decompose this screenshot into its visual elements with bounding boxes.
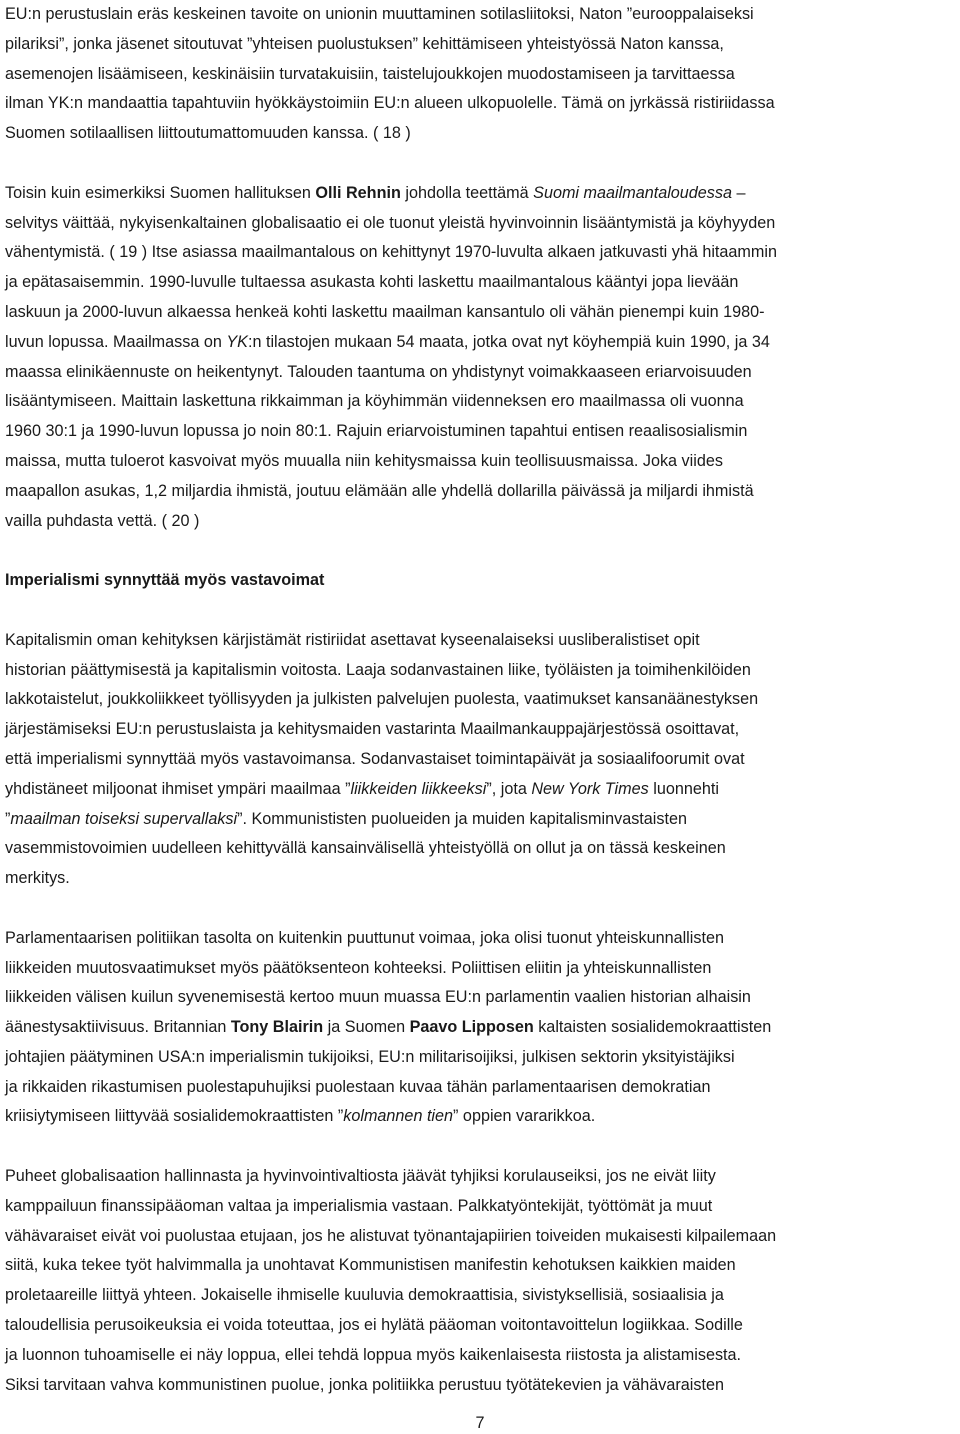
text-run: asemenojen lisäämiseen, keskinäisiin turvatakuisiin, taistelujoukkojen muodostamiseen ja tarvittaessa bbox=[5, 64, 735, 83]
text-run: vasemmistovoimien uudelleen kehittyvällä kansainvälisellä yhteistyöllä on ollut ja on tässä keskeinen bbox=[5, 839, 726, 858]
paragraph bbox=[5, 924, 960, 1133]
text-run: merkitys. bbox=[5, 869, 70, 888]
text-line bbox=[5, 656, 960, 686]
text-run: luonnehti bbox=[648, 779, 719, 798]
text-run: taloudellisia perusoikeuksia ei voida toteuttaa, jos ei hylätä pääoman voitontavoittelun logiikkaa. Sodille bbox=[5, 1316, 743, 1335]
bold-name: Paavo Lipposen bbox=[409, 1018, 534, 1037]
paragraph-gap bbox=[5, 894, 960, 924]
section-heading bbox=[5, 566, 960, 596]
text-line bbox=[5, 209, 960, 239]
text-run: Toisin kuin esimerkiksi Suomen hallituksen bbox=[5, 183, 316, 202]
text-line bbox=[5, 1311, 960, 1341]
text-run: vähentymistä. ( 19 ) Itse asiassa maailmantalous on kehittynyt 1970-luvulta alkaen jatkuvasti yhä hitaammin bbox=[5, 243, 777, 262]
paragraph-gap bbox=[5, 536, 960, 566]
text-run: siitä, kuka tekee työt halvimmalla ja unohtavat Kommunistisen manifestin kehotuksen kaikkien maiden bbox=[5, 1256, 736, 1275]
page-number: 7 bbox=[475, 1414, 485, 1432]
paragraph-gap bbox=[5, 596, 960, 626]
text-line bbox=[5, 805, 960, 835]
text-line bbox=[5, 1251, 960, 1281]
text-line bbox=[5, 477, 960, 507]
text-line bbox=[5, 179, 960, 209]
text-run: vähävaraiset eivät voi puolustaa etujaan, jos he alistuvat työnantajapiirien toiveiden mukaisesti kilpailemaan bbox=[5, 1226, 777, 1245]
text-line bbox=[5, 924, 960, 954]
bold-name: Tony Blairin bbox=[230, 1018, 324, 1037]
text-line bbox=[5, 507, 960, 537]
text-run: kaltaisten sosialidemokraattisten bbox=[533, 1018, 772, 1037]
text-line bbox=[5, 1192, 960, 1222]
document-body bbox=[5, 0, 960, 1400]
text-line bbox=[5, 1371, 960, 1401]
text-run: ja luonnon tuhoamiselle ei näy loppua, ellei tehdä loppua myös kaikenlaisesta riistosta ja alistamisesta. bbox=[5, 1345, 742, 1364]
text-line bbox=[5, 775, 960, 805]
text-line bbox=[5, 89, 960, 119]
text-line bbox=[5, 238, 960, 268]
text-run: selvitys väittää, nykyisenkaltainen globalisaatio ei ole tuonut yleistä hyvinvoinnin lisääntymistä ja köyhyyden bbox=[5, 213, 776, 232]
paragraph bbox=[5, 0, 960, 149]
text-run: äänestysaktiivisuus. Britannian bbox=[5, 1018, 231, 1037]
text-line bbox=[5, 685, 960, 715]
text-run: ilman YK:n mandaattia tapahtuviin hyökkäystoimiin EU:n alueen ulkopuolelle. Tämä on jyrkässä ristiriidassa bbox=[5, 94, 775, 113]
text-run: liikkeiden muutosvaatimukset myös päätöksenteon kohteeksi. Poliittisen eliitin ja yhteiskunnallisten bbox=[5, 958, 712, 977]
text-run: luvun lopussa. Maailmassa on bbox=[5, 332, 227, 351]
text-run: :n tilastojen mukaan 54 maata, jotka ovat nyt köyhempiä kuin 1990, ja 34 bbox=[247, 332, 770, 351]
paragraph-gap bbox=[5, 1132, 960, 1162]
text-line bbox=[5, 745, 960, 775]
italic-phrase: New York Times bbox=[531, 779, 649, 798]
text-line bbox=[5, 119, 960, 149]
text-run: ja Suomen bbox=[323, 1018, 410, 1037]
text-run: lisääntymiseen. Maittain laskettuna rikkaimman ja köyhimmän viidenneksen ero maailmassa oli vuonna bbox=[5, 392, 744, 411]
text-run: lakkotaistelut, joukkoliikkeet työllisyyden ja julkisten palvelujen puolesta, vaatimukset kansanäänestyksen bbox=[5, 690, 759, 709]
text-run: ja rikkaiden rikastumisen puolestapuhujiksi puolestaan kuvaa tähän parlamentaarisen demokratian bbox=[5, 1077, 711, 1096]
italic-phrase: Suomi maailmantaloudessa bbox=[533, 183, 732, 202]
text-line bbox=[5, 30, 960, 60]
text-run: yhdistäneet miljoonat ihmiset ympäri maailmaa ” bbox=[5, 779, 351, 798]
text-run: proletaareille liittyä yhteen. Jokaiselle ihmiselle kuuluvia demokraattisia, sivistyksellisiä, sosiaalisia ja bbox=[5, 1286, 724, 1305]
text-run: liikkeiden välisen kuilun syvenemisestä kertoo muun muassa EU:n parlamentin vaalien historian alhaisin bbox=[5, 988, 751, 1007]
text-run: ja epätasaisemmin. 1990-luvulle tultaessa asukasta kohti laskettu maailmantalous kääntyi jopa lievään bbox=[5, 273, 739, 292]
text-run: maapallon asukas, 1,2 miljardia ihmistä, joutuu elämään alle yhdellä dollarilla päivässä ja miljardi ihmistä bbox=[5, 481, 754, 500]
italic-phrase: maailman toiseksi supervallaksi bbox=[10, 809, 238, 828]
text-run: Suomen sotilaallisen liittoutumattomuuden kanssa. ( 18 ) bbox=[5, 124, 411, 143]
text-line bbox=[5, 983, 960, 1013]
text-run: ” bbox=[5, 809, 11, 828]
text-line bbox=[5, 0, 960, 30]
text-line bbox=[5, 1102, 960, 1132]
text-line bbox=[5, 387, 960, 417]
text-run: ”, jota bbox=[486, 779, 532, 798]
text-line bbox=[5, 1222, 960, 1252]
text-line bbox=[5, 298, 960, 328]
text-line bbox=[5, 1162, 960, 1192]
text-line bbox=[5, 358, 960, 388]
text-run: ”. Kommunististen puolueiden ja muiden kapitalisminvastaisten bbox=[237, 809, 687, 828]
text-run: Imperialismi synnyttää myös vastavoimat bbox=[5, 571, 325, 590]
text-line bbox=[5, 1341, 960, 1371]
text-line bbox=[5, 864, 960, 894]
paragraph bbox=[5, 1162, 960, 1400]
text-line bbox=[5, 566, 960, 596]
text-run: pilariksi”, jonka jäsenet sitoutuvat ”yhteisen puolustuksen” kehittämiseen yhteistyössä Naton kanssa, bbox=[5, 34, 724, 53]
paragraph bbox=[5, 626, 960, 894]
text-run: johdolla teettämä bbox=[400, 183, 534, 202]
text-line bbox=[5, 954, 960, 984]
text-line bbox=[5, 417, 960, 447]
bold-name: Olli Rehnin bbox=[315, 183, 401, 202]
text-run: 1960 30:1 ja 1990-luvun lopussa jo noin 80:1. Rajuin eriarvoistuminen tapahtui entisen reaalisosialismin bbox=[5, 422, 748, 441]
text-run: historian päättymisestä ja kapitalismin voitosta. Laaja sodanvastainen liike, työläisten ja toimihenkilöiden bbox=[5, 660, 751, 679]
text-run: järjestämiseksi EU:n perustuslaista ja kehitysmaiden vastarinta Maailmankauppajärjestössä osoittavat, bbox=[5, 720, 740, 739]
text-run: – bbox=[732, 183, 746, 202]
text-run: Puheet globalisaation hallinnasta ja hyvinvointivaltiosta jäävät tyhjiksi korulauseiksi, jos ne eivät liity bbox=[5, 1167, 716, 1186]
text-run: maissa, mutta tuloerot kasvoivat myös muualla niin kehitysmaissa kuin teollisuusmaissa. Joka viides bbox=[5, 451, 723, 470]
text-line bbox=[5, 60, 960, 90]
text-run: ” oppien vararikkoa. bbox=[453, 1107, 596, 1126]
paragraph-gap bbox=[5, 149, 960, 179]
text-line bbox=[5, 834, 960, 864]
text-line bbox=[5, 328, 960, 358]
italic-phrase: kolmannen tien bbox=[343, 1107, 454, 1126]
text-run: johtajien päätyminen USA:n imperialismin tukijoiksi, EU:n militarisoijiksi, julkisen sektorin yksityistäjiksi bbox=[5, 1047, 735, 1066]
text-run: maassa elinikäennuste on heikentynyt. Talouden taantuma on yhdistynyt voimakkaaseen eriarvoisuuden bbox=[5, 362, 752, 381]
text-run: laskuun ja 2000-luvun alkaessa henkeä kohti laskettu maailman kansantulo oli vähän pienempi kuin 1980- bbox=[5, 302, 765, 321]
text-run: kamppailuun finanssipääoman valtaa ja imperialismia vastaan. Palkkatyöntekijät, työttömät ja muut bbox=[5, 1196, 713, 1215]
text-line bbox=[5, 268, 960, 298]
text-run: Siksi tarvitaan vahva kommunistinen puolue, jonka politiikka perustuu työtätekevien ja vähävaraisten bbox=[5, 1375, 724, 1394]
text-run: vailla puhdasta vettä. ( 20 ) bbox=[5, 511, 200, 530]
italic-phrase: YK bbox=[226, 332, 248, 351]
text-line bbox=[5, 715, 960, 745]
text-line bbox=[5, 626, 960, 656]
text-run: Kapitalismin oman kehityksen kärjistämät ristiriidat asettavat kyseenalaiseksi uusliberalistiset opit bbox=[5, 630, 700, 649]
text-run: kriisiytymiseen liittyvää sosialidemokraattisten ” bbox=[5, 1107, 344, 1126]
italic-phrase: liikkeiden liikkeeksi bbox=[350, 779, 487, 798]
text-line bbox=[5, 447, 960, 477]
text-line bbox=[5, 1073, 960, 1103]
text-run: että imperialismi synnyttää myös vastavoimansa. Sodanvastaiset toimintapäivät ja sosiaalifoorumit ovat bbox=[5, 749, 745, 768]
paragraph bbox=[5, 179, 960, 537]
text-run: Parlamentaarisen politiikan tasolta on kuitenkin puuttunut voimaa, joka olisi tuonut yhteiskunnallisten bbox=[5, 928, 724, 947]
text-line bbox=[5, 1013, 960, 1043]
text-line bbox=[5, 1043, 960, 1073]
text-line bbox=[5, 1281, 960, 1311]
text-run: EU:n perustuslain eräs keskeinen tavoite on unionin muuttaminen sotilasliitoksi, Naton ”eurooppalaiseksi bbox=[5, 5, 754, 23]
